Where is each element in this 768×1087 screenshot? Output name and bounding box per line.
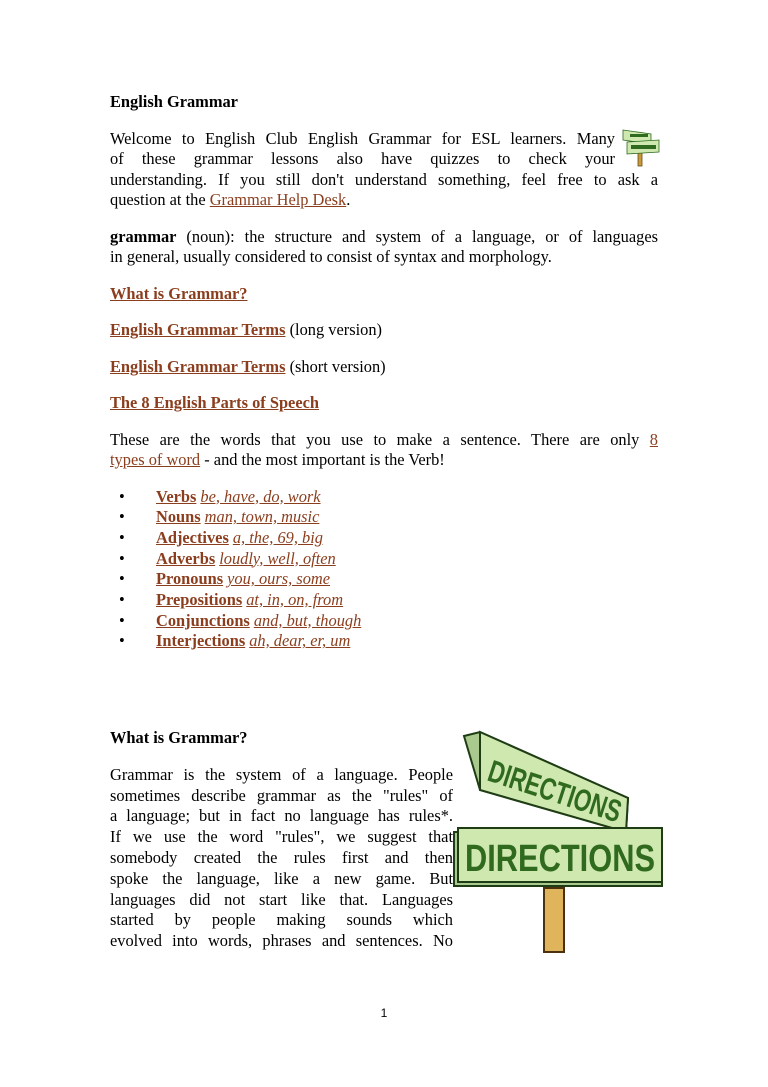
welcome-line-1: Welcome to English Club English Grammar for ESL learners. Many xyxy=(110,128,615,148)
section-line: If we use the word "rules", we suggest that xyxy=(110,827,453,847)
link-row-terms-long xyxy=(110,320,658,341)
list-item xyxy=(110,487,658,508)
sign-text-upper: DIRECTIONS xyxy=(483,753,677,846)
welcome-line-3: understanding. If you still don't understand something, feel free to ask a xyxy=(110,169,658,189)
verbs-examples-link[interactable]: be, have, do, work xyxy=(200,486,321,506)
welcome-line-4-end: . xyxy=(346,190,351,209)
grammar-terms-long-link[interactable]: English Grammar Terms xyxy=(110,320,286,339)
parts-of-speech-list xyxy=(110,487,658,653)
bullet: • xyxy=(119,507,125,527)
bullet: • xyxy=(119,589,125,609)
section-line: somebody created the rules first and then xyxy=(110,847,453,867)
welcome-line-4-text: question at the xyxy=(110,190,210,209)
conjunctions-examples-link[interactable]: and, but, though xyxy=(253,610,362,630)
section-body xyxy=(110,765,453,952)
link-row-what-is-grammar xyxy=(110,284,658,305)
section-line: started by people making sounds which xyxy=(110,910,453,930)
definition-term: grammar xyxy=(110,226,177,246)
link-row-parts-of-speech xyxy=(110,393,658,414)
section-line: sometimes describe grammar as the "rules" of xyxy=(110,785,453,805)
bullet: • xyxy=(119,631,125,651)
pronouns-examples-link[interactable]: you, ours, some xyxy=(227,569,330,589)
definition-text: (noun): the structure and system of a language, or of languages xyxy=(176,226,658,246)
section-line: evolved into words, phrases and sentences. No xyxy=(110,931,453,951)
verbs-link[interactable]: Verbs xyxy=(156,486,197,506)
pronouns-link[interactable]: Pronouns xyxy=(156,569,224,589)
link-row-terms-short xyxy=(110,357,658,378)
welcome-line-4 xyxy=(110,190,658,211)
prepositions-link[interactable]: Prepositions xyxy=(156,589,243,609)
list-item xyxy=(110,611,658,632)
list-item xyxy=(110,549,658,570)
list-item xyxy=(110,569,658,590)
directions-sign-small-icon xyxy=(621,126,661,166)
interjections-link[interactable]: Interjections xyxy=(156,631,246,651)
parts-intro-text-end: - and the most important is the Verb! xyxy=(200,450,445,469)
grammar-definition xyxy=(110,227,658,268)
conjunctions-link[interactable]: Conjunctions xyxy=(156,610,250,630)
adjectives-link[interactable]: Adjectives xyxy=(156,527,229,547)
bullet: • xyxy=(119,486,125,506)
link-suffix: (short version) xyxy=(285,356,386,376)
what-is-grammar-link[interactable]: What is Grammar? xyxy=(110,283,248,303)
parts-intro-line-1 xyxy=(110,430,658,451)
welcome-paragraph xyxy=(110,129,658,211)
section-line: a language; but in fact no language has rules*. xyxy=(110,806,453,826)
what-is-grammar-section xyxy=(110,728,453,952)
definition-line-1 xyxy=(110,227,658,248)
bullet: • xyxy=(119,527,125,547)
list-item xyxy=(110,528,658,549)
page-title: English Grammar xyxy=(110,92,238,111)
list-item xyxy=(110,590,658,611)
bullet: • xyxy=(119,569,125,589)
bullet: • xyxy=(119,548,125,568)
adjectives-examples-link[interactable]: a, the, 69, big xyxy=(232,527,323,547)
parts-intro-paragraph xyxy=(110,430,658,471)
bullet: • xyxy=(119,610,125,630)
main-content xyxy=(110,92,658,652)
list-item xyxy=(110,507,658,528)
types-of-word-link[interactable]: types of word xyxy=(110,450,201,469)
parts-intro-line-2 xyxy=(110,450,445,469)
parts-intro-text: These are the words that you use to make a sentence. There are only xyxy=(110,429,650,449)
sign-text-lower: DIRECTIONS xyxy=(465,838,655,880)
welcome-line-2: of these grammar lessons also have quizzes to check your xyxy=(110,149,615,168)
grammar-terms-short-link[interactable]: English Grammar Terms xyxy=(110,356,286,376)
adverbs-link[interactable]: Adverbs xyxy=(156,548,216,568)
grammar-help-desk-link[interactable]: Grammar Help Desk xyxy=(209,190,347,209)
list-item xyxy=(110,631,658,652)
section-heading: What is Grammar? xyxy=(110,728,248,747)
interjections-examples-link[interactable]: ah, dear, er, um xyxy=(249,631,351,651)
parts-of-speech-link[interactable]: The 8 English Parts of Speech xyxy=(110,393,319,412)
nouns-examples-link[interactable]: man, town, music xyxy=(204,507,320,527)
section-line: Grammar is the system of a language. People xyxy=(110,764,453,784)
definition-line-2: in general, usually considered to consist of syntax and morphology. xyxy=(110,247,552,266)
directions-sign-illustration xyxy=(452,728,677,954)
section-line: spoke the language, like a new game. But xyxy=(110,868,453,888)
page-number: 1 xyxy=(380,1006,388,1020)
nouns-link[interactable]: Nouns xyxy=(156,507,201,527)
link-suffix: (long version) xyxy=(285,320,382,339)
eight-types-link[interactable]: 8 xyxy=(649,429,658,449)
section-line: languages did not start like that. Languages xyxy=(110,889,453,909)
adverbs-examples-link[interactable]: loudly, well, often xyxy=(219,548,336,568)
prepositions-examples-link[interactable]: at, in, on, from xyxy=(246,589,344,609)
